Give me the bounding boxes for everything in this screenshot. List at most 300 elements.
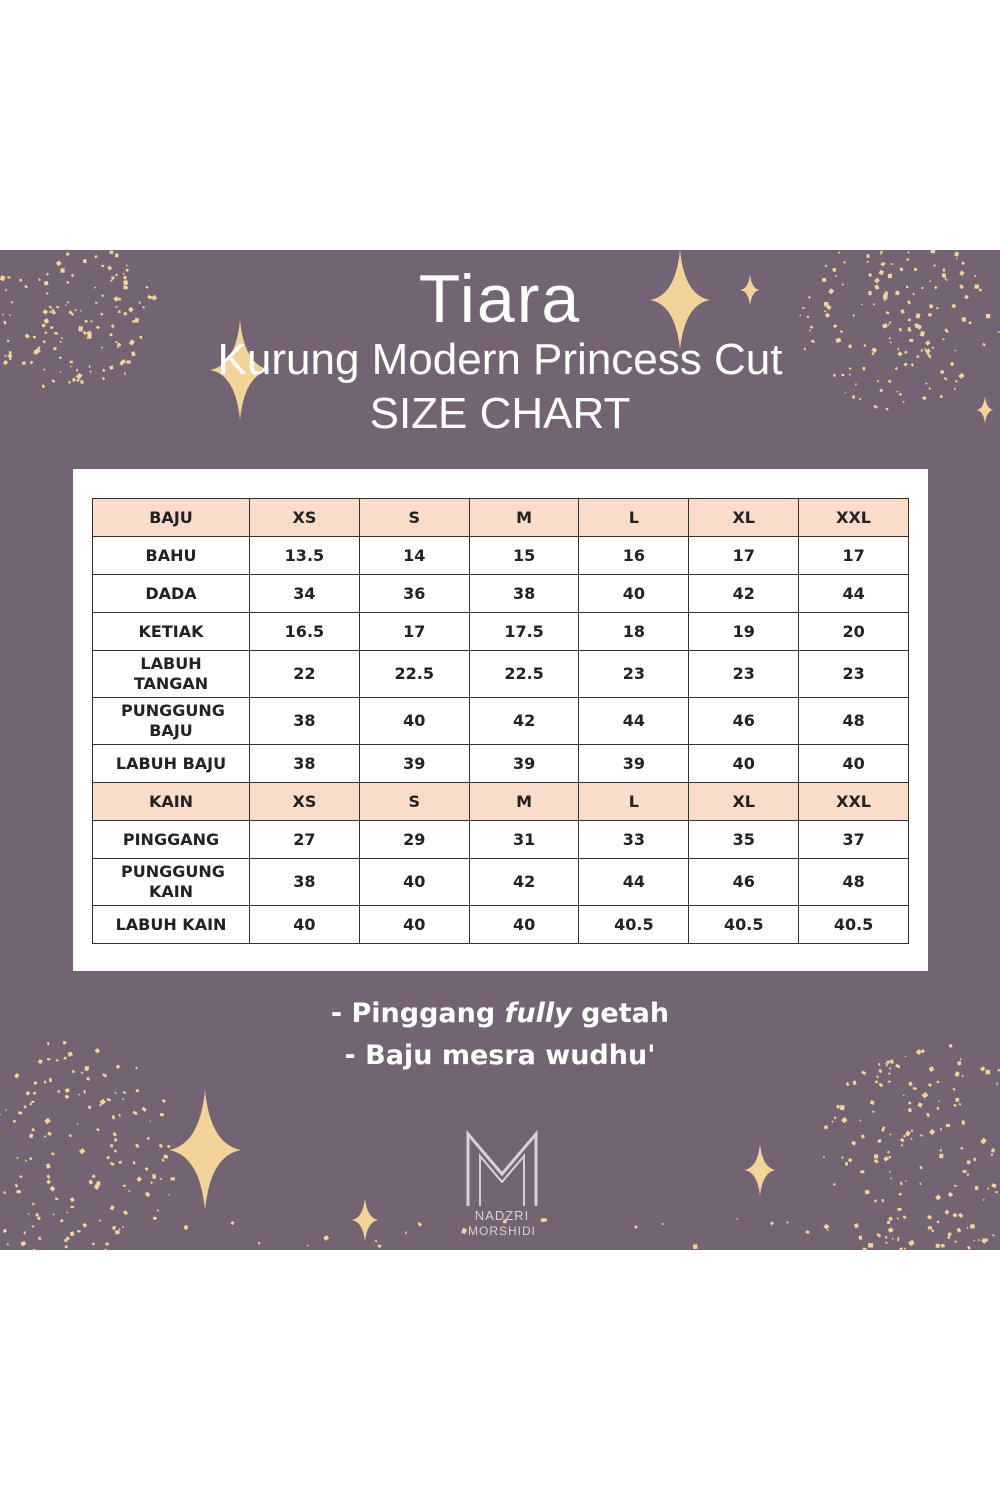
glitter-speck — [13, 1120, 16, 1123]
measurement-cell: 42 — [469, 698, 579, 745]
glitter-speck — [96, 1128, 100, 1132]
measurement-cell: 40 — [579, 575, 689, 613]
glitter-speck — [145, 1192, 151, 1198]
glitter-speck — [46, 1174, 50, 1178]
glitter-speck — [70, 1197, 75, 1202]
measurement-cell: 35 — [689, 821, 799, 859]
glitter-speck — [980, 1138, 987, 1145]
glitter-speck — [258, 1242, 261, 1245]
glitter-speck — [845, 1162, 848, 1166]
measurement-cell: 19 — [689, 613, 799, 651]
glitter-speck — [33, 1091, 37, 1095]
measurement-cell: 20 — [799, 613, 909, 651]
glitter-speck — [937, 1220, 940, 1223]
glitter-speck — [160, 1113, 164, 1116]
baju-header-row — [93, 499, 909, 537]
measurement-cell: 31 — [469, 821, 579, 859]
glitter-speck — [65, 1095, 70, 1099]
measurement-cell: 13.5 — [250, 537, 360, 575]
glitter-speck — [128, 1190, 130, 1192]
glitter-speck — [119, 1161, 122, 1164]
glitter-speck — [954, 1240, 957, 1243]
glitter-speck — [954, 252, 959, 257]
glitter-speck — [18, 1111, 23, 1115]
measurement-cell: 39 — [469, 745, 579, 783]
glitter-speck — [897, 1237, 899, 1240]
glitter-speck — [3, 1191, 6, 1194]
glitter-speck — [906, 258, 909, 260]
glitter-speck — [806, 1231, 810, 1234]
glitter-speck — [973, 1158, 976, 1162]
table-row — [93, 651, 909, 698]
row-label: BAHU — [93, 537, 250, 575]
measurement-cell: 39 — [579, 745, 689, 783]
glitter-speck — [908, 1240, 915, 1246]
glitter-speck — [38, 1237, 41, 1240]
measurement-cell: 44 — [579, 859, 689, 906]
glitter-speck — [872, 1111, 875, 1113]
measurement-cell: 22.5 — [469, 651, 579, 698]
glitter-speck — [955, 1098, 959, 1102]
measurement-cell: 48 — [799, 859, 909, 906]
glitter-speck — [961, 1075, 963, 1077]
glitter-speck — [887, 1221, 890, 1224]
glitter-speck — [978, 1239, 980, 1241]
glitter-speck — [102, 1073, 107, 1077]
glitter-speck — [374, 1240, 377, 1243]
glitter-speck — [861, 1135, 864, 1139]
glitter-speck — [60, 1219, 64, 1222]
chart-heading: SIZE CHART — [369, 389, 631, 438]
measurement-cell: 15 — [469, 537, 579, 575]
glitter-speck — [900, 1248, 903, 1250]
glitter-speck — [78, 1094, 80, 1096]
glitter-speck — [940, 1128, 942, 1131]
glitter-speck — [323, 1235, 329, 1241]
glitter-speck — [7, 1244, 9, 1246]
glitter-speck — [51, 1152, 55, 1155]
glitter-speck — [939, 1149, 942, 1152]
glitter-speck — [44, 1081, 47, 1084]
measurement-cell: 17.5 — [469, 613, 579, 651]
glitter-speck — [959, 1103, 962, 1105]
glitter-speck — [899, 1193, 902, 1196]
glitter-speck — [79, 1148, 85, 1154]
glitter-speck — [69, 1134, 72, 1137]
glitter-speck — [865, 1190, 870, 1195]
measurement-cell: 38 — [250, 745, 360, 783]
glitter-speck — [122, 1098, 124, 1100]
glitter-speck — [44, 1136, 46, 1138]
glitter-speck — [900, 1138, 905, 1143]
glitter-speck — [960, 1147, 963, 1150]
size-header-cell: S — [359, 499, 469, 537]
measurement-cell: 40 — [250, 906, 360, 944]
size-header-cell: S — [359, 783, 469, 821]
glitter-speck — [836, 1105, 840, 1109]
glitter-speck — [827, 1229, 829, 1230]
glitter-speck — [115, 1230, 120, 1235]
glitter-speck — [123, 1091, 127, 1094]
measurement-cell: 23 — [579, 651, 689, 698]
measurement-cell: 40.5 — [689, 906, 799, 944]
glitter-speck — [47, 1132, 52, 1136]
glitter-speck — [99, 1220, 101, 1222]
glitter-speck — [962, 1120, 965, 1124]
glitter-speck — [900, 1182, 903, 1185]
glitter-speck — [92, 1242, 95, 1245]
glitter-speck — [954, 1185, 957, 1187]
glitter-speck — [963, 1170, 967, 1173]
glitter-speck — [159, 1144, 164, 1149]
row-label: LABUH BAJU — [93, 745, 250, 783]
glitter-speck — [156, 1209, 159, 1211]
measurement-cell: 36 — [359, 575, 469, 613]
measurement-cell: 17 — [359, 613, 469, 651]
glitter-speck — [907, 251, 909, 253]
glitter-speck — [919, 1183, 921, 1185]
glitter-speck — [928, 1226, 932, 1229]
measurement-cell: 16 — [579, 537, 689, 575]
glitter-speck — [841, 1156, 843, 1158]
glitter-speck — [841, 1117, 847, 1123]
measurement-cell: 22 — [250, 651, 360, 698]
glitter-speck — [65, 1245, 68, 1248]
glitter-speck — [908, 1101, 912, 1105]
glitter-speck — [86, 1077, 90, 1081]
glitter-speck — [956, 258, 957, 260]
glitter-speck — [49, 1078, 52, 1082]
table-row — [93, 613, 909, 651]
glitter-speck — [859, 1119, 861, 1121]
glitter-speck — [937, 1107, 940, 1110]
glitter-speck — [867, 254, 870, 258]
glitter-speck — [46, 1180, 51, 1185]
glitter-speck — [32, 1249, 37, 1250]
glitter-speck — [110, 1144, 113, 1147]
measurement-cell: 37 — [799, 821, 909, 859]
glitter-speck — [112, 1132, 116, 1137]
glitter-speck — [868, 1243, 873, 1248]
row-label: LABUH TANGAN — [93, 651, 250, 698]
glitter-speck — [833, 1183, 836, 1185]
glitter-speck — [931, 1229, 934, 1232]
product-subtitle: Kurung Modern Princess Cut — [217, 335, 783, 384]
glitter-speck — [104, 1249, 108, 1251]
measurement-cell: 44 — [799, 575, 909, 613]
measurement-cell: 40 — [689, 745, 799, 783]
glitter-speck — [946, 1124, 951, 1127]
glitter-speck — [94, 255, 97, 258]
glitter-speck — [880, 253, 882, 255]
glitter-speck — [106, 1098, 111, 1102]
glitter-speck — [890, 1177, 892, 1179]
measurement-cell: 29 — [359, 821, 469, 859]
glitter-speck — [887, 1151, 890, 1154]
glitter-speck — [948, 1192, 954, 1197]
glitter-speck — [832, 1121, 834, 1123]
kain-header-row — [93, 783, 909, 821]
table-row — [93, 859, 909, 906]
sparkle-star-icon — [352, 1198, 378, 1242]
glitter-speck — [119, 1114, 121, 1117]
size-header-cell: L — [579, 783, 689, 821]
glitter-speck — [19, 1175, 22, 1177]
glitter-speck — [987, 1188, 989, 1190]
measurement-cell: 40 — [359, 698, 469, 745]
glitter-speck — [957, 1228, 962, 1233]
glitter-speck — [162, 1099, 166, 1103]
glitter-speck — [114, 1150, 117, 1153]
table-row — [93, 745, 909, 783]
glitter-speck — [953, 1213, 958, 1218]
glitter-speck — [926, 1113, 930, 1118]
table-row — [93, 575, 909, 613]
glitter-speck — [65, 1088, 70, 1093]
measurement-cell: 42 — [469, 859, 579, 906]
glitter-speck — [405, 1231, 407, 1234]
glitter-speck — [948, 1233, 952, 1237]
size-table — [92, 498, 909, 944]
glitter-speck — [634, 1225, 638, 1229]
glitter-speck — [160, 1178, 163, 1180]
size-header-cell: XXL — [799, 499, 909, 537]
glitter-speck — [84, 1090, 86, 1093]
glitter-speck — [693, 1244, 698, 1249]
glitter-speck — [904, 1248, 906, 1250]
glitter-speck — [838, 252, 840, 254]
glitter-speck — [823, 1224, 829, 1230]
glitter-speck — [135, 1143, 140, 1148]
table-row — [93, 821, 909, 859]
measurement-cell: 38 — [250, 859, 360, 906]
glitter-speck — [150, 1181, 153, 1184]
glitter-speck — [880, 251, 883, 254]
glitter-speck — [888, 1156, 891, 1159]
measurement-cell: 38 — [469, 575, 579, 613]
glitter-speck — [230, 1221, 234, 1225]
measurement-cell: 40 — [359, 859, 469, 906]
glitter-speck — [834, 1116, 837, 1119]
measurement-cell: 23 — [799, 651, 909, 698]
glitter-speck — [23, 1231, 25, 1234]
glitter-speck — [36, 1213, 39, 1216]
glitter-speck — [883, 1156, 889, 1161]
glitter-speck — [938, 1100, 939, 1102]
glitter-speck — [940, 1244, 944, 1248]
size-header-cell: XL — [689, 499, 799, 537]
glitter-speck — [82, 1223, 87, 1228]
glitter-speck — [903, 1135, 906, 1138]
glitter-speck — [37, 1216, 41, 1220]
measurement-cell: 40 — [799, 745, 909, 783]
glitter-speck — [853, 1081, 857, 1086]
glitter-speck — [861, 1070, 866, 1075]
glitter-speck — [770, 1221, 774, 1225]
glitter-speck — [184, 1225, 189, 1230]
glitter-speck — [823, 1156, 825, 1158]
note-waist-prefix: - Pinggang — [330, 998, 505, 1029]
measurement-cell: 42 — [689, 575, 799, 613]
glitter-speck — [55, 1197, 59, 1200]
brand-monogram-icon — [460, 1128, 544, 1208]
glitter-speck — [862, 1247, 867, 1250]
row-label: PINGGANG — [93, 821, 250, 859]
measurement-cell: 40.5 — [579, 906, 689, 944]
glitter-speck — [0, 1111, 1, 1117]
glitter-speck — [786, 1221, 788, 1223]
glitter-speck — [153, 1217, 157, 1220]
glitter-speck — [931, 250, 936, 253]
sparkle-star-icon — [744, 1144, 775, 1196]
glitter-speck — [854, 1223, 859, 1228]
note-waist-suffix: getah — [571, 998, 670, 1029]
glitter-speck — [859, 1236, 863, 1240]
glitter-speck — [888, 1081, 891, 1083]
measurement-cell: 38 — [250, 698, 360, 745]
size-header-cell: M — [469, 783, 579, 821]
glitter-speck — [966, 1160, 970, 1165]
glitter-speck — [77, 1230, 81, 1232]
glitter-speck — [168, 1194, 170, 1196]
glitter-speck — [897, 1217, 899, 1219]
glitter-speck — [922, 1092, 929, 1099]
glitter-speck — [840, 1105, 845, 1111]
size-header-cell: XS — [250, 499, 360, 537]
glitter-speck — [870, 1100, 875, 1105]
glitter-speck — [888, 1072, 891, 1075]
glitter-speck — [929, 1129, 935, 1135]
glitter-speck — [860, 1170, 864, 1173]
row-label: KETIAK — [93, 613, 250, 651]
glitter-speck — [89, 1180, 93, 1185]
glitter-speck — [947, 1236, 950, 1240]
glitter-speck — [105, 1243, 109, 1246]
glitter-speck — [892, 1238, 894, 1240]
glitter-speck — [25, 1160, 27, 1162]
glitter-speck — [908, 1081, 912, 1086]
measurement-cell: 27 — [250, 821, 360, 859]
row-label: PUNGGUNG BAJU — [93, 698, 250, 745]
measurement-cell: 22.5 — [359, 651, 469, 698]
glitter-speck — [885, 1236, 887, 1239]
glitter-speck — [991, 1183, 996, 1188]
glitter-speck — [928, 1083, 932, 1087]
glitter-speck — [110, 251, 114, 255]
glitter-speck — [307, 1245, 309, 1246]
glitter-speck — [952, 1088, 955, 1091]
glitter-speck — [33, 1081, 37, 1085]
glitter-speck — [905, 1131, 911, 1137]
measurement-cell: 40 — [359, 906, 469, 944]
glitter-speck — [888, 1217, 892, 1222]
glitter-speck — [115, 254, 118, 258]
glitter-speck — [50, 1186, 56, 1192]
glitter-speck — [3, 1229, 7, 1233]
kain-header-label: KAIN — [93, 783, 250, 821]
glitter-speck — [70, 1231, 75, 1236]
glitter-speck — [911, 1138, 913, 1140]
glitter-speck — [966, 1227, 968, 1229]
glitter-speck — [953, 1104, 957, 1107]
glitter-speck — [77, 1123, 79, 1125]
glitter-speck — [28, 1213, 29, 1215]
glitter-speck — [885, 1242, 888, 1244]
glitter-speck — [995, 1191, 998, 1193]
glitter-speck — [14, 1184, 18, 1188]
brand-logo — [460, 1128, 544, 1243]
logo-text-line1: NADZRI — [474, 1208, 530, 1223]
glitter-speck — [136, 1089, 139, 1092]
note-waist — [0, 998, 1000, 1029]
glitter-speck — [46, 1163, 51, 1168]
glitter-speck — [123, 1210, 128, 1215]
glitter-speck — [163, 1154, 168, 1159]
glitter-speck — [24, 1105, 27, 1108]
glitter-speck — [920, 1134, 923, 1137]
glitter-speck — [152, 1174, 156, 1179]
measurement-cell: 46 — [689, 859, 799, 906]
glitter-speck — [913, 1087, 917, 1091]
size-table-card — [73, 469, 928, 971]
glitter-speck — [29, 1134, 33, 1139]
glitter-speck — [66, 252, 70, 256]
glitter-speck — [149, 1121, 151, 1122]
glitter-speck — [31, 1101, 34, 1103]
glitter-speck — [167, 1145, 171, 1149]
glitter-speck — [935, 1244, 940, 1248]
measurement-cell: 14 — [359, 537, 469, 575]
measurement-cell: 23 — [689, 651, 799, 698]
glitter-speck — [5, 1109, 6, 1111]
glitter-speck — [970, 1224, 975, 1228]
glitter-speck — [20, 1241, 26, 1247]
logo-text-line2: MORSHIDI — [468, 1224, 536, 1238]
glitter-speck — [52, 1213, 54, 1215]
sparkle-star-icon — [169, 1090, 241, 1210]
glitter-speck — [848, 1158, 853, 1162]
glitter-speck — [874, 1199, 877, 1202]
measurement-cell: 17 — [799, 537, 909, 575]
glitter-speck — [133, 1161, 136, 1164]
glitter-speck — [16, 1190, 21, 1194]
glitter-speck — [908, 1108, 912, 1112]
glitter-speck — [112, 1115, 115, 1119]
glitter-speck — [81, 1072, 84, 1075]
glitter-speck — [992, 1234, 994, 1236]
size-header-cell: M — [469, 499, 579, 537]
table-row — [93, 698, 909, 745]
glitter-speck — [147, 1137, 150, 1140]
row-label: LABUH KAIN — [93, 906, 250, 944]
glitter-speck — [122, 1226, 124, 1228]
row-label: PUNGGUNG KAIN — [93, 859, 250, 906]
size-header-cell: L — [579, 499, 689, 537]
glitter-speck — [954, 1071, 960, 1077]
glitter-speck — [110, 1162, 115, 1166]
glitter-speck — [901, 1144, 903, 1146]
measurement-cell: 18 — [579, 613, 689, 651]
glitter-speck — [88, 1105, 92, 1109]
glitter-speck — [889, 1133, 891, 1135]
size-header-cell: XS — [250, 783, 360, 821]
glitter-speck — [905, 1180, 907, 1181]
glitter-speck — [888, 1227, 894, 1232]
glitter-speck — [32, 1202, 35, 1205]
glitter-speck — [70, 1206, 74, 1209]
glitter-speck — [16, 1157, 18, 1159]
glitter-speck — [32, 1128, 35, 1131]
